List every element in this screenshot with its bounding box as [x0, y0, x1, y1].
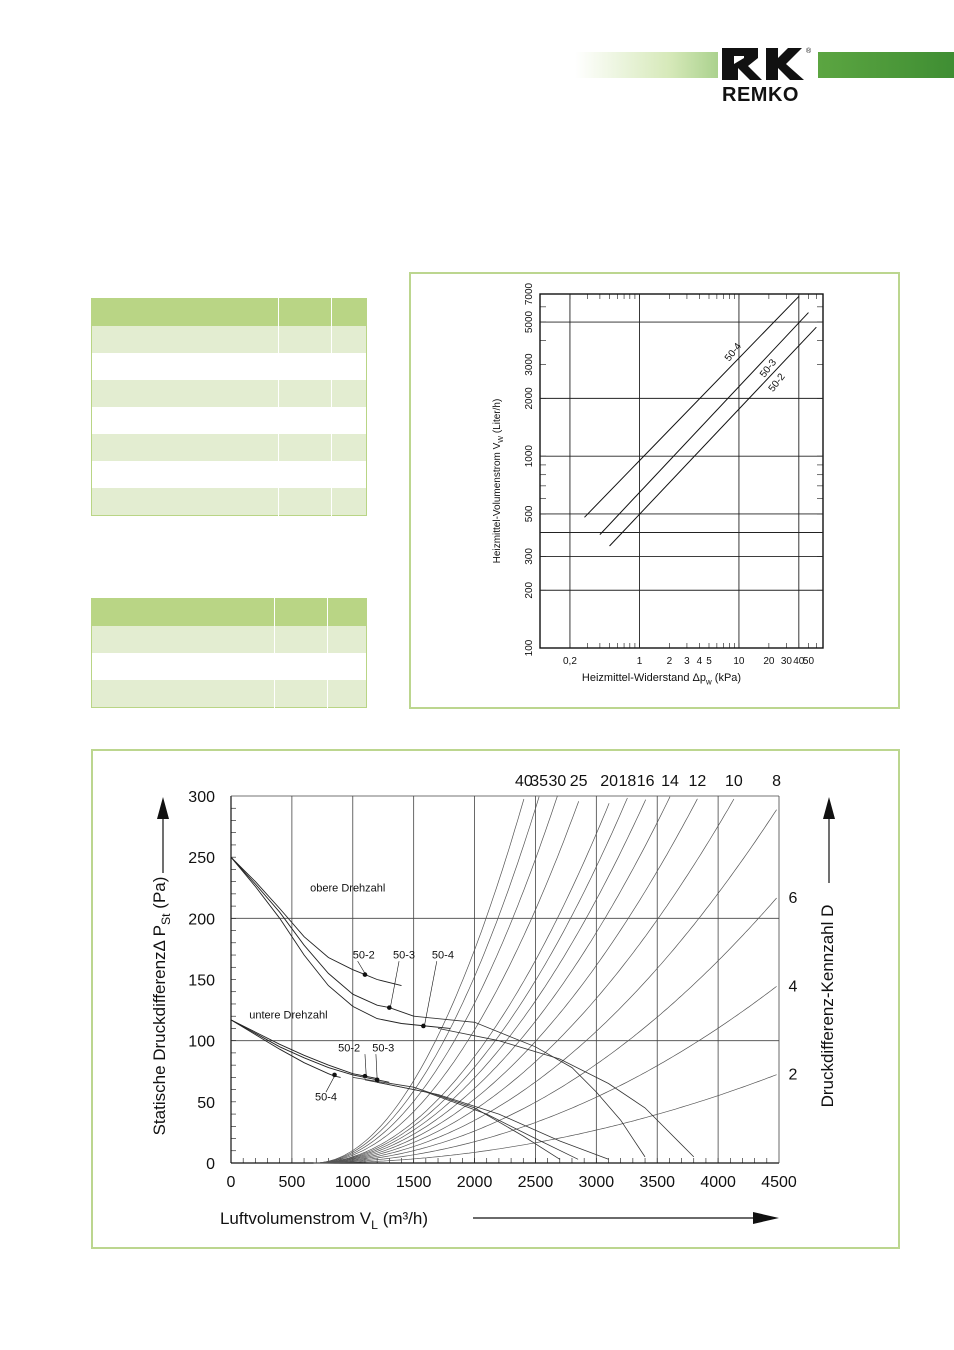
- y-tick-label: 300: [524, 548, 535, 565]
- y-tick-label: 250: [188, 850, 215, 868]
- y-tick-label: 200: [188, 911, 215, 929]
- water-resistance-chart: [411, 274, 898, 707]
- right-axis-arrow-head: [823, 797, 835, 819]
- operating-point-upper-50-3: [387, 1005, 392, 1010]
- d-line-label-10: 10: [725, 773, 743, 790]
- x-tick-label: 50: [802, 656, 815, 667]
- x-tick-label: 5: [706, 656, 712, 667]
- series-line-50-2: [610, 327, 817, 546]
- series-label-50-4: 50-4: [722, 341, 744, 364]
- spec-table-1: [91, 298, 367, 516]
- right-axis-label: Druckdifferenz-Kennzahl D: [818, 904, 837, 1108]
- plot-area: [540, 294, 823, 648]
- x-tick-label: 1500: [395, 1174, 432, 1191]
- x-tick-label: 2: [666, 656, 673, 667]
- lower-label-50-4: 50-4: [315, 1091, 338, 1104]
- d-line-label-6: 6: [788, 890, 798, 908]
- x-axis-label: Heizmittel-Widerstand $\Delta p_w$ (kPa): [581, 672, 742, 687]
- y-tick-label: 7000: [524, 282, 535, 306]
- y-axis-label: Statische DruckdifferenzΔ $P_{St}$ (Pa): [150, 876, 174, 1136]
- d-line-label-4: 4: [788, 978, 798, 996]
- svg-text:®: ®: [806, 48, 812, 55]
- y-tick-label: 200: [524, 581, 535, 599]
- series-line-50-4: [584, 296, 798, 517]
- upper-label-50-4: 50-4: [431, 949, 454, 962]
- leader-upper-50-3: [391, 961, 400, 1006]
- y-tick-label: 100: [188, 1033, 215, 1051]
- x-tick-label: 0: [226, 1174, 236, 1191]
- x-tick-label: 4: [696, 656, 703, 667]
- lower-label-50-2: 50-2: [338, 1042, 361, 1055]
- leader-upper-50-4: [425, 961, 437, 1025]
- y-tick-label: 2000: [524, 387, 535, 410]
- d-line-label-2: 2: [788, 1066, 798, 1084]
- upper-label-50-2: 50-2: [352, 949, 375, 962]
- d-line-label-12: 12: [688, 773, 707, 790]
- x-tick-label: 3000: [578, 1174, 615, 1191]
- fan-curve-chart-frame: [91, 749, 900, 1249]
- d-line-label-35: 35: [530, 773, 548, 790]
- y-tick-label: 1000: [524, 445, 535, 468]
- leader-lower-50-3: [376, 1054, 377, 1078]
- y-axis-arrow-head: [157, 797, 169, 819]
- d-line-label-8: 8: [772, 773, 782, 790]
- x-tick-label: 4500: [761, 1174, 797, 1191]
- y-tick-label: 500: [524, 505, 535, 523]
- x-tick-label: 0,2: [562, 656, 577, 667]
- d-line-label-20: 20: [600, 773, 619, 790]
- y-tick-label: 5000: [524, 310, 535, 334]
- d-line-label-16: 16: [636, 773, 655, 790]
- upper-speed-label: obere Drehzahl: [310, 882, 386, 895]
- upper-curve-tail: [438, 1028, 694, 1157]
- x-tick-label: 40: [793, 656, 805, 667]
- d-line-35: [314, 797, 539, 1163]
- operating-point-upper-50-4: [421, 1024, 426, 1029]
- x-tick-label: 3500: [639, 1174, 676, 1191]
- d-line-label-14: 14: [661, 773, 679, 790]
- fan-curve-upper-50-2: [231, 857, 402, 985]
- x-tick-label: 1000: [334, 1174, 371, 1191]
- x-tick-label: 2000: [456, 1174, 493, 1191]
- water-resistance-chart-frame: [409, 272, 900, 709]
- x-tick-label: 30: [780, 656, 792, 667]
- d-line-16: [314, 800, 646, 1163]
- d-line-14: [314, 797, 670, 1163]
- leader-lower-50-4: [326, 1076, 335, 1092]
- series-line-50-3: [600, 313, 809, 535]
- y-tick-label: 3000: [524, 353, 535, 376]
- y-tick-label: 300: [188, 789, 215, 806]
- d-line-label-30: 30: [548, 773, 567, 790]
- x-tick-label: 4000: [700, 1174, 736, 1191]
- d-line-label-25: 25: [569, 773, 588, 790]
- x-tick-label: 500: [278, 1174, 306, 1191]
- logo-wordmark: REMKO: [722, 84, 799, 106]
- upper-label-50-3: 50-3: [392, 949, 415, 962]
- series-label-50-2: 50-2: [766, 371, 788, 395]
- d-line-25: [314, 801, 579, 1163]
- x-tick-label: 3: [684, 656, 690, 667]
- y-tick-label: 150: [188, 972, 215, 990]
- x-tick-label: 10: [733, 656, 745, 667]
- x-tick-label: 2500: [517, 1174, 554, 1191]
- y-tick-label: 50: [197, 1094, 215, 1112]
- y-tick-label: 100: [524, 639, 535, 657]
- lower-label-50-3: 50-3: [372, 1042, 395, 1055]
- y-tick-label: 0: [206, 1156, 215, 1173]
- d-line-label-40: 40: [514, 773, 533, 790]
- x-tick-label: 1: [636, 656, 643, 667]
- d-line-label-18: 18: [618, 773, 637, 790]
- lower-curve-tail: [365, 1080, 578, 1160]
- leader-upper-50-2: [358, 961, 365, 973]
- y-axis-label: Heizmittel-Volumenstrom $V_W$ (Liter/h): [492, 398, 505, 564]
- d-line-40: [314, 799, 524, 1163]
- d-line-12: [314, 799, 698, 1163]
- fan-curve-upper-50-3: [231, 857, 414, 1016]
- remko-logo: [718, 44, 818, 106]
- x-axis-label: Luftvolumenstrom $V_L$ (m³/h): [219, 1209, 429, 1233]
- spec-table-2: [91, 598, 367, 708]
- series-label-50-3: 50-3: [758, 357, 780, 380]
- x-axis-arrow-head: [753, 1212, 779, 1224]
- lower-speed-label: untere Drehzahl: [249, 1009, 328, 1022]
- fan-curve-lower-50-3: [231, 1020, 389, 1082]
- leader-lower-50-2: [365, 1054, 366, 1075]
- fan-curve-chart: [93, 751, 898, 1247]
- x-tick-label: 20: [763, 656, 775, 667]
